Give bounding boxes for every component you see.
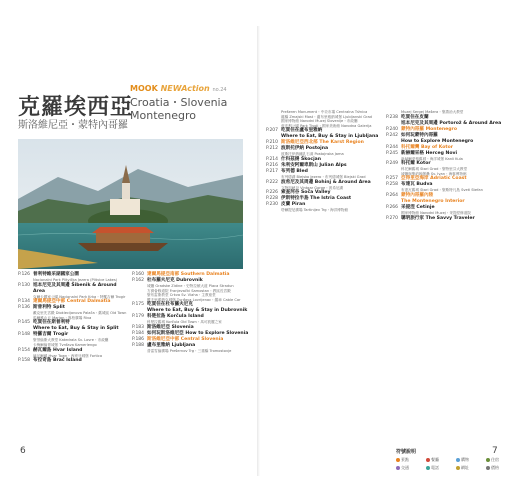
- legend-symbol-icon: [486, 458, 490, 462]
- toc-detail: 布達瓦舊城 Stari Grad・聖斯特凡島 Sveti Stefan: [401, 188, 483, 193]
- toc-page-ref: P.175: [132, 302, 145, 308]
- title-chinese: 克羅埃西亞: [18, 94, 134, 120]
- toc-page-ref: P.216: [266, 162, 279, 168]
- toc-heading: 吃買住在斯普利特: [33, 320, 70, 326]
- toc-column-3: [266, 110, 384, 213]
- toc-detail: 國家博物館 Narodni Muzej Slovenije・市政廳: [281, 119, 358, 124]
- toc-page-ref: P.270: [386, 215, 399, 221]
- toc-column-2: [132, 272, 254, 354]
- toc-page-ref: P.230: [266, 202, 279, 208]
- toc-heading: 特羅吉爾 Trogir: [33, 332, 69, 338]
- toc-page-ref: P.145: [18, 320, 31, 326]
- toc-detail: 聖布雷斯教堂 Crkva Sv. Vlaha・主教座堂: [147, 293, 216, 298]
- toc-page-ref: P.228: [266, 196, 279, 202]
- toc-detail: Nacionalni Park Plitvička Jezera (Plitvice Lakes): [33, 278, 118, 282]
- toc-page-ref: P.214: [266, 156, 279, 162]
- toc-detail: 蒂沃利公園 Park Tivoli・國家美術館 Narodna Galerija: [281, 123, 372, 128]
- toc-heading: 如何玩蒙特內哥羅: [401, 132, 438, 138]
- toc-heading: 布達瓦 Budva: [401, 182, 433, 188]
- toc-page-ref: P.217: [266, 168, 279, 174]
- toc-page-ref: P.207: [266, 128, 279, 134]
- toc-section-heading: 斯洛維尼亞西北部 The Karst Region: [281, 140, 364, 146]
- toc-heading: 布拉奇島 Brač Island: [33, 358, 82, 364]
- legend-item: [426, 465, 452, 471]
- toc-page-ref: P.242: [386, 132, 399, 138]
- toc-heading: 斯普利特 Split: [33, 305, 65, 311]
- toc-section-heading: 蒙特內哥羅 Montenegro: [401, 126, 457, 132]
- title-english-line1: Croatia・Slovenia: [130, 96, 228, 109]
- toc-heading: 波斯托伊納 Postojna: [281, 146, 329, 152]
- toc-section-heading: 科托爾灣 Bay of Kotor: [401, 144, 454, 150]
- toc-page-ref: P.162: [132, 278, 145, 283]
- toc-heading: 伊斯特拉半島 The Istria Coast: [281, 196, 352, 202]
- toc-page-ref: P.210: [266, 140, 279, 146]
- toc-heading: 如何玩斯洛維尼亞 How to Explore Slovenia: [147, 330, 249, 336]
- legend-item: [456, 457, 482, 463]
- toc-heading: Where to Eat, Buy & Stay in Dubrovnik: [147, 308, 248, 314]
- toc-detail: 國家博物館 Narodni Muzej・采提涅修道院: [401, 210, 471, 215]
- toc-page-ref: P.134: [18, 299, 31, 305]
- toc-page-ref: P.186: [132, 336, 145, 342]
- toc-page-ref: P.226: [266, 190, 279, 196]
- toc-detail: 戴克里先宮殿 Dioklecijanova Palača・舊城區 Old Town: [33, 311, 127, 316]
- toc-heading: 新赫爾采格 Herceg Novi: [401, 150, 458, 156]
- legend-symbol-icon: [426, 466, 430, 470]
- toc-section-heading: 達爾馬提亞南部 Southern Dalmatia: [147, 272, 230, 277]
- toc-detail: 塔爾提尼廣場 Tartinijev Trg・海洋博物館: [281, 208, 349, 213]
- toc-heading: 旭本尼克及其周邊 Portorož & Around Area: [401, 120, 502, 126]
- legend-label: 價格: [491, 465, 499, 470]
- legend-label: 景點: [401, 457, 409, 462]
- legend-item: [396, 465, 422, 471]
- toc-detail: 聖勞倫斯大教堂 Katedrala Sv. Lovre・市政廳: [33, 338, 109, 343]
- toc-heading: 聰明旅行家 The Savvy Traveler: [401, 215, 475, 221]
- legend-item: [426, 457, 452, 463]
- issue-number: no.24: [212, 87, 227, 93]
- toc-detail: 羅夫里耶納克城堡 Tvrđava Lovrijenac・纜車 Cable Car: [147, 297, 241, 302]
- lake-bled-photo: [18, 139, 243, 269]
- legend-symbol-icon: [396, 458, 400, 462]
- legend-label: 網址: [461, 465, 469, 470]
- toc-heading: 杜布羅夫尼克 Dubrovnik: [147, 278, 203, 283]
- toc-detail: 科楚拉舊城 Korčula Old Town・馬可波羅之家: [147, 320, 222, 325]
- legend-symbol-icon: [456, 466, 460, 470]
- toc-page-ref: P.148: [18, 332, 31, 338]
- toc-page-ref: P.245: [386, 150, 399, 156]
- toc-heading: 布列德 Bled: [281, 168, 308, 174]
- toc-detail: 龍橋 Zmajski Most・盧布里雅納城堡 Ljubljanski Grad: [281, 114, 372, 119]
- legend-label: 交通: [401, 465, 409, 470]
- lake-bled-illustration: [18, 139, 243, 269]
- toc-entry: [132, 349, 254, 354]
- toc-detail: 城牆 Gradske Zidine・史特拉頓大道 Placa Stradun: [147, 284, 234, 288]
- toc-heading: 索查河谷 Soča Valley: [281, 190, 331, 196]
- legend-item: [456, 465, 482, 471]
- legend-symbol-icon: [396, 466, 400, 470]
- toc-heading: Where to Eat, Buy & Stay in Split: [33, 326, 119, 332]
- toc-page-ref: P.188: [132, 342, 145, 348]
- toc-detail: 赫瓦爾鎮 Hvar Town・西班牙城堡 Fortica: [33, 353, 103, 358]
- toc-heading: 旭本尼克及其周邊 Šibenik & Around Area: [33, 282, 117, 294]
- subtitle-chinese: 斯洛維尼亞・蒙特內哥羅: [18, 120, 128, 131]
- toc-heading: 斯洛維尼亞 Slovenia: [147, 324, 194, 330]
- toc-detail: 克爾卡國家公園 Nacionalni Park Krka・特羅吉爾 Trogir: [33, 294, 126, 299]
- toc-section-heading: 達爾馬提亞中部 Central Dalmatia: [33, 299, 111, 305]
- toc-heading: 朱利安阿爾卑斯山 Julian Alps: [281, 162, 347, 168]
- toc-section-heading: The Montenegro Interior: [401, 198, 465, 204]
- toc-detail: 卡梅爾倫哥城堡 Tvrđava Kamerlengo: [33, 342, 97, 347]
- toc-page-ref: P.244: [386, 144, 399, 150]
- toc-heading: 波希尼及其周邊 Bohinj & Around Area: [281, 179, 371, 185]
- newaction-logo-text: NEWAction: [160, 84, 210, 93]
- toc-page-ref: P.130: [18, 282, 31, 288]
- legend-symbol-icon: [426, 458, 430, 462]
- legend-item: [486, 457, 512, 463]
- toc-heading: 皮蘭 Piran: [281, 202, 306, 208]
- toc-detail: 新赫爾采格舊城・海洋城堡 Kanli Kula: [401, 156, 463, 161]
- legend-symbol-icon: [456, 458, 460, 462]
- toc-page-ref: P.238: [386, 114, 399, 120]
- toc-page-ref: [266, 208, 278, 213]
- toc-section-heading: 蒙特內哥羅內陸: [401, 192, 434, 198]
- legend-item: [396, 457, 422, 463]
- legend-title: 符號說明: [396, 449, 417, 455]
- toc-entry: [18, 283, 128, 295]
- toc-heading: 吃買住在杜布羅夫尼克: [147, 302, 193, 308]
- title-english: [130, 96, 227, 122]
- toc-page-ref: P.126: [18, 272, 31, 277]
- toc-heading: 盧布里雅納 Ljubljana: [147, 342, 196, 348]
- toc-column-4: [386, 110, 514, 222]
- toc-page-ref: P.266: [386, 204, 399, 210]
- toc-detail: 布列德湖 Blejsko Jezero・布列德城堡 Blejski Grad: [281, 174, 366, 179]
- toc-detail: Muzej Sergej Mašera・聖喬治大教堂: [401, 110, 464, 114]
- toc-heading: 采提涅 Cetinje: [401, 204, 435, 210]
- toc-page-ref: P.160: [132, 272, 145, 277]
- toc-detail: 波斯托伊納鐘乳石洞 Postojnska Jama: [281, 152, 344, 157]
- toc-detail: 馬爾雅山丘 Marjan・魯柏廣場 Riva: [33, 315, 92, 320]
- mook-logo-text: MOOK: [130, 84, 158, 93]
- toc-section-heading: 斯洛維尼亞中部 Central Slovenia: [147, 336, 224, 342]
- toc-page-ref: P.154: [18, 347, 31, 353]
- toc-heading: 科托爾 Kotor: [401, 161, 431, 167]
- toc-heading: 赫瓦爾島 Hvar Island: [33, 347, 83, 353]
- toc-page-ref: P.158: [18, 358, 31, 364]
- toc-entry: [266, 208, 384, 213]
- toc-detail: 城牆與聖約翰堡壘 Sv. Ivan・海事博物館: [401, 171, 467, 176]
- legend-label: 餐廳: [431, 457, 439, 462]
- book-gutter: [257, 26, 260, 476]
- toc-heading: 吃買住在皮蘭: [401, 114, 429, 120]
- legend-label: 電話: [431, 465, 439, 470]
- toc-heading: 吃買住在盧布里雅納: [281, 128, 323, 134]
- toc-page-ref: P.249: [386, 161, 399, 167]
- right-page: [262, 26, 514, 476]
- toc-heading: 科楚拉島 Korčula Island: [147, 314, 204, 320]
- toc-page-ref: P.240: [386, 126, 399, 132]
- toc-heading: 普利特維采湖國家公園: [33, 272, 79, 277]
- legend-grid: [396, 457, 512, 471]
- toc-detail: 方濟會修道院 Franjevački Samostan・教區長宮殿: [147, 288, 231, 293]
- legend-item: [486, 465, 512, 471]
- toc-page-ref: P.212: [266, 146, 279, 152]
- mook-logo: [130, 84, 227, 93]
- toc-page-ref: [132, 349, 144, 354]
- toc-entry: [18, 358, 128, 364]
- toc-heading: How to Explore Montenegro: [401, 138, 474, 144]
- toc-page-ref: P.264: [386, 192, 399, 198]
- toc-page-ref: P.179: [132, 314, 145, 320]
- page-number-left: 6: [20, 446, 26, 456]
- toc-detail: 普雷雪倫廣場 Prešernov Trg・三重橋 Tromostovje: [147, 348, 232, 353]
- toc-column-1: [18, 272, 128, 364]
- toc-page-ref: P.184: [132, 330, 145, 336]
- toc-page-ref: P.183: [132, 324, 145, 330]
- toc-page-ref: P.222: [266, 179, 279, 185]
- legend-label: 購物: [461, 457, 469, 462]
- title-english-line2: Montenegro: [130, 109, 197, 122]
- toc-heading: Where to Eat, Buy & Stay in Ljubljana: [281, 134, 379, 140]
- toc-detail: 科托爾舊城 Stari Grad・聖特里芬大教堂: [401, 167, 468, 172]
- toc-page-ref: P.136: [18, 305, 31, 311]
- toc-page-ref: P.258: [386, 182, 399, 188]
- toc-entry: [386, 216, 514, 222]
- toc-detail: 文特加峽谷 Vintgar Gorge・波希尼湖: [281, 185, 344, 190]
- toc-section-heading: 亞得里亞海岸 Adriatic Coast: [401, 176, 467, 182]
- toc-page-ref: P.257: [386, 176, 399, 182]
- legend-label: 住宿: [491, 457, 499, 462]
- toc-heading: 什科茲揚 Škocjan: [281, 156, 322, 162]
- legend-symbol-icon: [486, 466, 490, 470]
- page-number-right: 7: [492, 446, 498, 456]
- toc-detail: Prešeren Monument・中央市場 Centralna Tržnica: [281, 110, 368, 114]
